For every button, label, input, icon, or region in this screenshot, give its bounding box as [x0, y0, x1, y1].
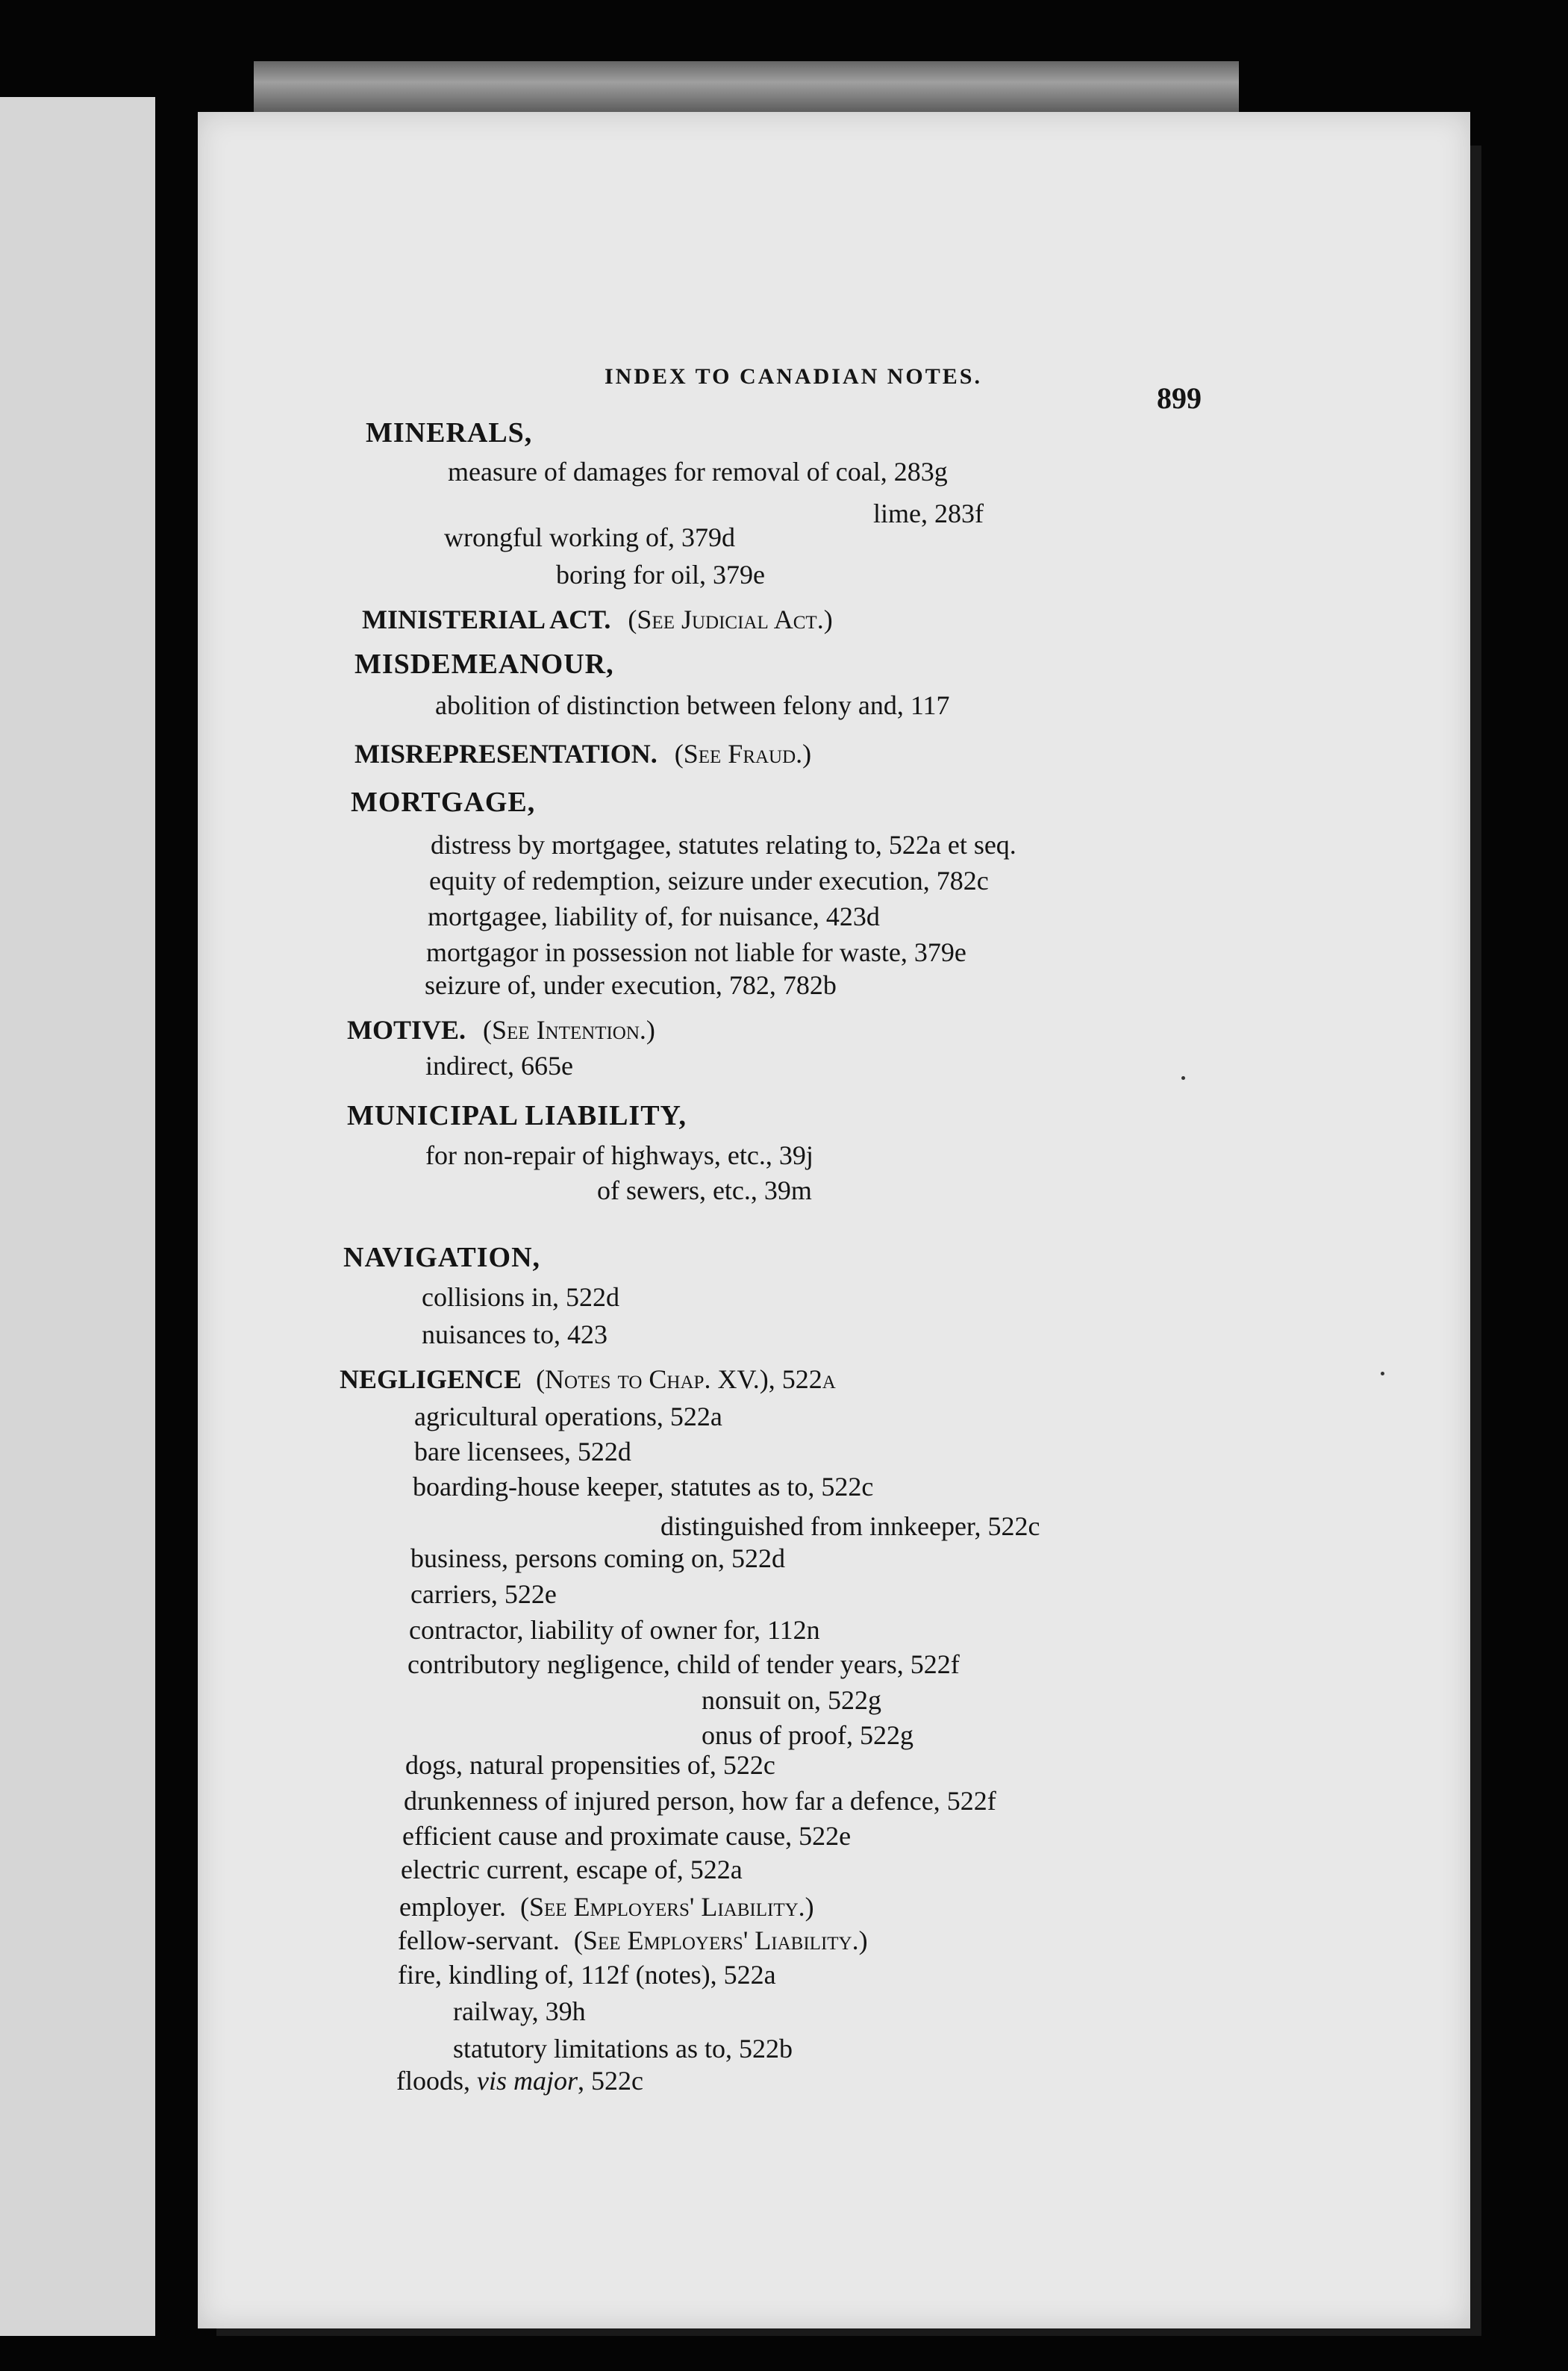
cross-reference: (Notes to Chap. XV.), 522a: [536, 1364, 836, 1394]
page-number: 899: [1157, 381, 1202, 415]
subentry-term: floods,: [396, 2066, 470, 2096]
cross-reference: (See Employers' Liability.): [573, 1925, 868, 1955]
index-subentry: [398, 1925, 868, 1955]
index-subentry: distress by mortgagee, statutes relating to, 522a et seq.: [431, 830, 1016, 860]
index-heading-municipal-liability: MUNICIPAL LIABILITY,: [347, 1100, 687, 1131]
facing-page-edge: [0, 97, 155, 2336]
subentry-detail: of injured person, how far a defence, 522f: [544, 1786, 996, 1816]
subentry-term: electric current,: [401, 1855, 569, 1884]
scan-speck: [1381, 1372, 1384, 1375]
index-subentry: carriers, 522e: [410, 1579, 557, 1609]
index-subentry: dogs, natural propensities of, 522c: [405, 1750, 775, 1780]
subentry-term: contributory negligence,: [407, 1649, 670, 1679]
index-subentry: [399, 1892, 814, 1922]
index-subentry: bare licensees, 522d: [414, 1437, 631, 1466]
index-subentry: of sewers, etc., 39m: [597, 1175, 812, 1205]
index-subentry: seizure of, under execution, 782, 782b: [425, 970, 837, 1000]
index-heading-negligence: [340, 1364, 836, 1394]
index-subentry: [413, 1472, 873, 1502]
cross-reference: (See Employers' Liability.): [519, 1892, 814, 1922]
cross-reference: (See Intention.): [483, 1015, 655, 1045]
index-subentry: [401, 1855, 743, 1884]
index-subentry: for non-repair of highways, etc., 39j: [425, 1140, 813, 1170]
index-heading-navigation: NAVIGATION,: [343, 1242, 541, 1273]
subentry-term: fellow-servant.: [398, 1925, 560, 1955]
subentry-detail: escape of, 522a: [575, 1855, 743, 1884]
index-subentry: lime, 283f: [873, 499, 984, 528]
index-heading-misrepresentation: [354, 739, 811, 769]
index-subentry: [404, 1786, 996, 1816]
subentry-detail: statutes as to, 522c: [670, 1472, 874, 1502]
heading-text: NEGLIGENCE: [340, 1364, 522, 1394]
index-subentry: efficient cause and proximate cause, 522e: [402, 1821, 852, 1851]
cross-reference: (See Fraud.): [674, 739, 812, 769]
subentry-detail: liability of owner for, 112n: [530, 1615, 820, 1645]
index-heading-misdemeanour: MISDEMEANOUR,: [354, 649, 614, 680]
index-subentry: wrongful working of, 379d: [444, 522, 735, 552]
index-subentry: fire, kindling of, 112f (notes), 522a: [398, 1960, 776, 1990]
index-subentry: distinguished from innkeeper, 522c: [660, 1511, 1040, 1541]
heading-text: MINISTERIAL ACT.: [362, 605, 611, 634]
subentry-term: boarding-house keeper,: [413, 1472, 664, 1502]
index-subentry: mortgagor in possession not liable for waste, 379e: [426, 937, 966, 967]
index-subentry: mortgagee, liability of, for nuisance, 423d: [428, 902, 880, 931]
index-subentry: boring for oil, 379e: [556, 560, 765, 590]
index-subentry: [407, 1649, 960, 1679]
heading-text: MOTIVE.: [347, 1015, 466, 1045]
heading-text: MISREPRESENTATION.: [354, 739, 658, 769]
cross-reference: (See Judicial Act.): [628, 605, 833, 634]
index-subentry: [396, 2066, 643, 2096]
index-heading-motive: [347, 1015, 655, 1045]
index-subentry: business, persons coming on, 522d: [410, 1543, 785, 1573]
index-subentry: collisions in, 522d: [422, 1282, 620, 1312]
scan-speck: [1181, 1076, 1185, 1080]
subentry-term: contractor,: [409, 1615, 524, 1645]
index-subentry: railway, 39h: [453, 1996, 586, 2026]
index-heading-mortgage: MORTGAGE,: [351, 787, 536, 818]
running-head: INDEX TO CANADIAN NOTES.: [605, 364, 982, 389]
subentry-term: employer.: [399, 1892, 506, 1922]
index-subentry: onus of proof, 522g: [702, 1720, 913, 1750]
index-subentry: [409, 1615, 820, 1645]
index-subentry: measure of damages for removal of coal, 283g: [448, 457, 948, 487]
subentry-detail: child of tender years, 522f: [676, 1649, 960, 1679]
subentry-italic: vis major: [477, 2066, 578, 2096]
subentry-detail: , 522c: [578, 2066, 643, 2096]
index-subentry: indirect, 665e: [425, 1051, 573, 1081]
index-subentry: nonsuit on, 522g: [702, 1685, 882, 1715]
index-page: [198, 112, 1470, 2328]
index-subentry: abolition of distinction between felony and, 117: [435, 690, 950, 720]
index-subentry: nuisances to, 423: [422, 1319, 607, 1349]
index-subentry: equity of redemption, seizure under execution, 782c: [429, 866, 989, 896]
index-heading-ministerial-act: [362, 605, 833, 634]
index-heading-minerals: MINERALS,: [366, 417, 533, 449]
subentry-term: drunkenness: [404, 1786, 538, 1816]
index-subentry: statutory limitations as to, 522b: [453, 2034, 793, 2064]
index-subentry: agricultural operations, 522a: [414, 1402, 722, 1431]
